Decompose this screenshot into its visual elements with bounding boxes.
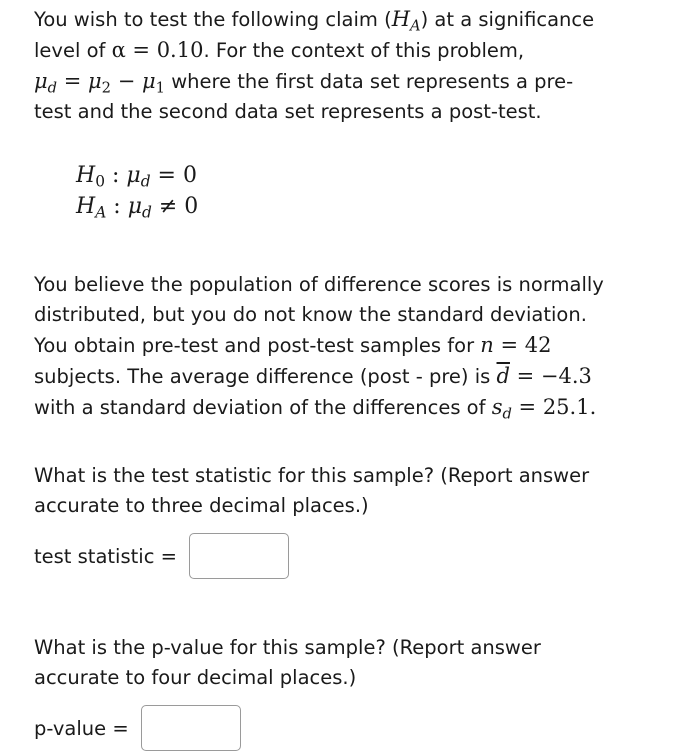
intro-line3: $\mu_d = \mu_2 - \mu_1$ where the first data set represents a pre- [34,69,574,97]
question2-text: What is the p-value for this sample? (Report answer accurate to four decimal places.) [34,636,541,689]
null-hypothesis: $H_0$ : $\mu_d = 0$ [76,163,197,191]
test-statistic-label: test statistic = [34,544,177,568]
intro-line4: test and the second data set represents a post-test. [34,100,542,123]
intro-paragraph [34,4,654,127]
question-p-value [34,633,654,751]
intro-line2: level of α = 0.10. For the context of this problem, [34,38,525,62]
p-value-row [34,705,654,751]
scenario-line5: with a standard deviation of the differences of $s_d = 25.1$. [34,395,597,423]
intro-line1: You wish to test the following claim $(H_A)$ at a significance [34,7,595,35]
scenario-line4: subjects. The average difference (post - pre) is $\overline{d} = -4.3$ [34,364,592,388]
scenario-line1: You believe the population of difference scores is normally [34,273,604,296]
alternative-hypothesis: $H_A$ : $\mu_d \ne 0$ [76,194,199,222]
scenario-line3: You obtain pre-test and post-test samples for n = 42 [34,333,552,357]
p-value-input[interactable] [141,705,241,751]
question1-text: What is the test statistic for this sample? (Report answer accurate to three decimal places.) [34,464,590,517]
question-test-statistic [34,461,654,579]
test-statistic-input[interactable] [189,533,289,579]
p-value-label: p-value = [34,716,129,740]
test-statistic-row [34,533,654,579]
problem-container [34,4,654,751]
hypotheses-block [76,160,654,222]
scenario-paragraph [34,270,654,423]
scenario-line2: distributed, but you do not know the standard deviation. [34,303,587,326]
